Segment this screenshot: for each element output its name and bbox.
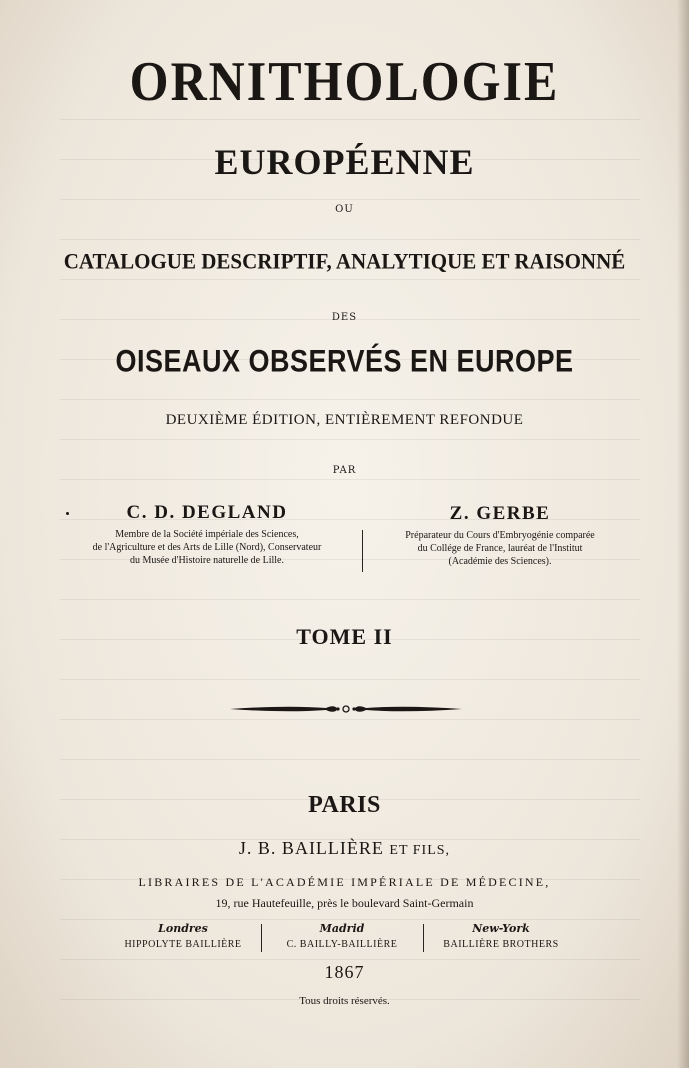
edition-line: DEUXIÈME ÉDITION, ENTIÈREMENT REFONDUE — [165, 412, 524, 428]
oiseaux-line: OISEAUX OBSERVÉS EN EUROPE — [115, 343, 574, 379]
branch-city: Londres — [158, 922, 208, 935]
title-conjunction: OU — [335, 204, 354, 215]
author-right-desc-line: du Collége de France, lauréat de l'Institut — [417, 543, 583, 554]
branch-city: Madrid — [319, 922, 365, 935]
tome-label: TOME II — [296, 624, 393, 649]
branch-new-york — [426, 922, 576, 950]
publication-year: 1867 — [324, 962, 365, 982]
publisher-suffix: ET FILS, — [389, 843, 451, 858]
title-main: ORNITHOLOGIE — [129, 49, 560, 113]
author-left — [62, 502, 352, 567]
branch-city: New-York — [472, 922, 530, 935]
author-right — [370, 503, 630, 568]
address-line: 19, rue Hautefeuille, près le boulevard Saint-Germain — [215, 896, 474, 910]
author-right-name: Z. GERBE — [449, 503, 551, 524]
branch-london — [108, 922, 258, 950]
publisher-main: J. B. BAILLIÈRE — [238, 838, 384, 858]
author-divider — [362, 530, 363, 572]
title-sub: EUROPÉENNE — [214, 142, 475, 182]
libraires-line: LIBRAIRES DE L'ACADÉMIE IMPÉRIALE DE MÉDECINE, — [138, 875, 551, 889]
branch-divider — [261, 924, 262, 952]
branch-madrid — [264, 922, 420, 950]
author-left-desc — [62, 528, 352, 567]
imprint-city: PARIS — [308, 792, 381, 818]
author-right-desc-line: Préparateur du Cours d'Embryogénie comparée — [405, 530, 595, 541]
publisher-line — [0, 838, 689, 859]
catalogue-line: CATALOGUE DESCRIPTIF, ANALYTIQUE ET RAISONNÉ — [63, 248, 626, 274]
branch-publisher: BAILLIÈRE BROTHERS — [443, 939, 559, 950]
par-line: PAR — [332, 465, 357, 476]
author-left-desc-line: de l'Agriculture et des Arts de Lille (Nord), Conservateur — [92, 542, 322, 553]
author-right-desc-line: (Académie des Sciences). — [448, 556, 552, 567]
rights-notice: Tous droits réservés. — [299, 995, 390, 1007]
branch-publisher: C. BAILLY-BAILLIÈRE — [286, 939, 398, 950]
author-right-desc — [370, 529, 630, 568]
author-left-desc-line: Membre de la Société impériale des Sciences, — [115, 529, 299, 540]
branch-publisher: HIPPOLYTE BAILLIÈRE — [124, 939, 242, 950]
des-line: DES — [331, 312, 358, 323]
branch-divider — [423, 924, 424, 952]
author-left-desc-line: du Musée d'Histoire naturelle de Lille. — [130, 555, 284, 566]
author-left-name: C. D. DEGLAND — [126, 502, 288, 523]
ornament-rule — [226, 701, 466, 717]
